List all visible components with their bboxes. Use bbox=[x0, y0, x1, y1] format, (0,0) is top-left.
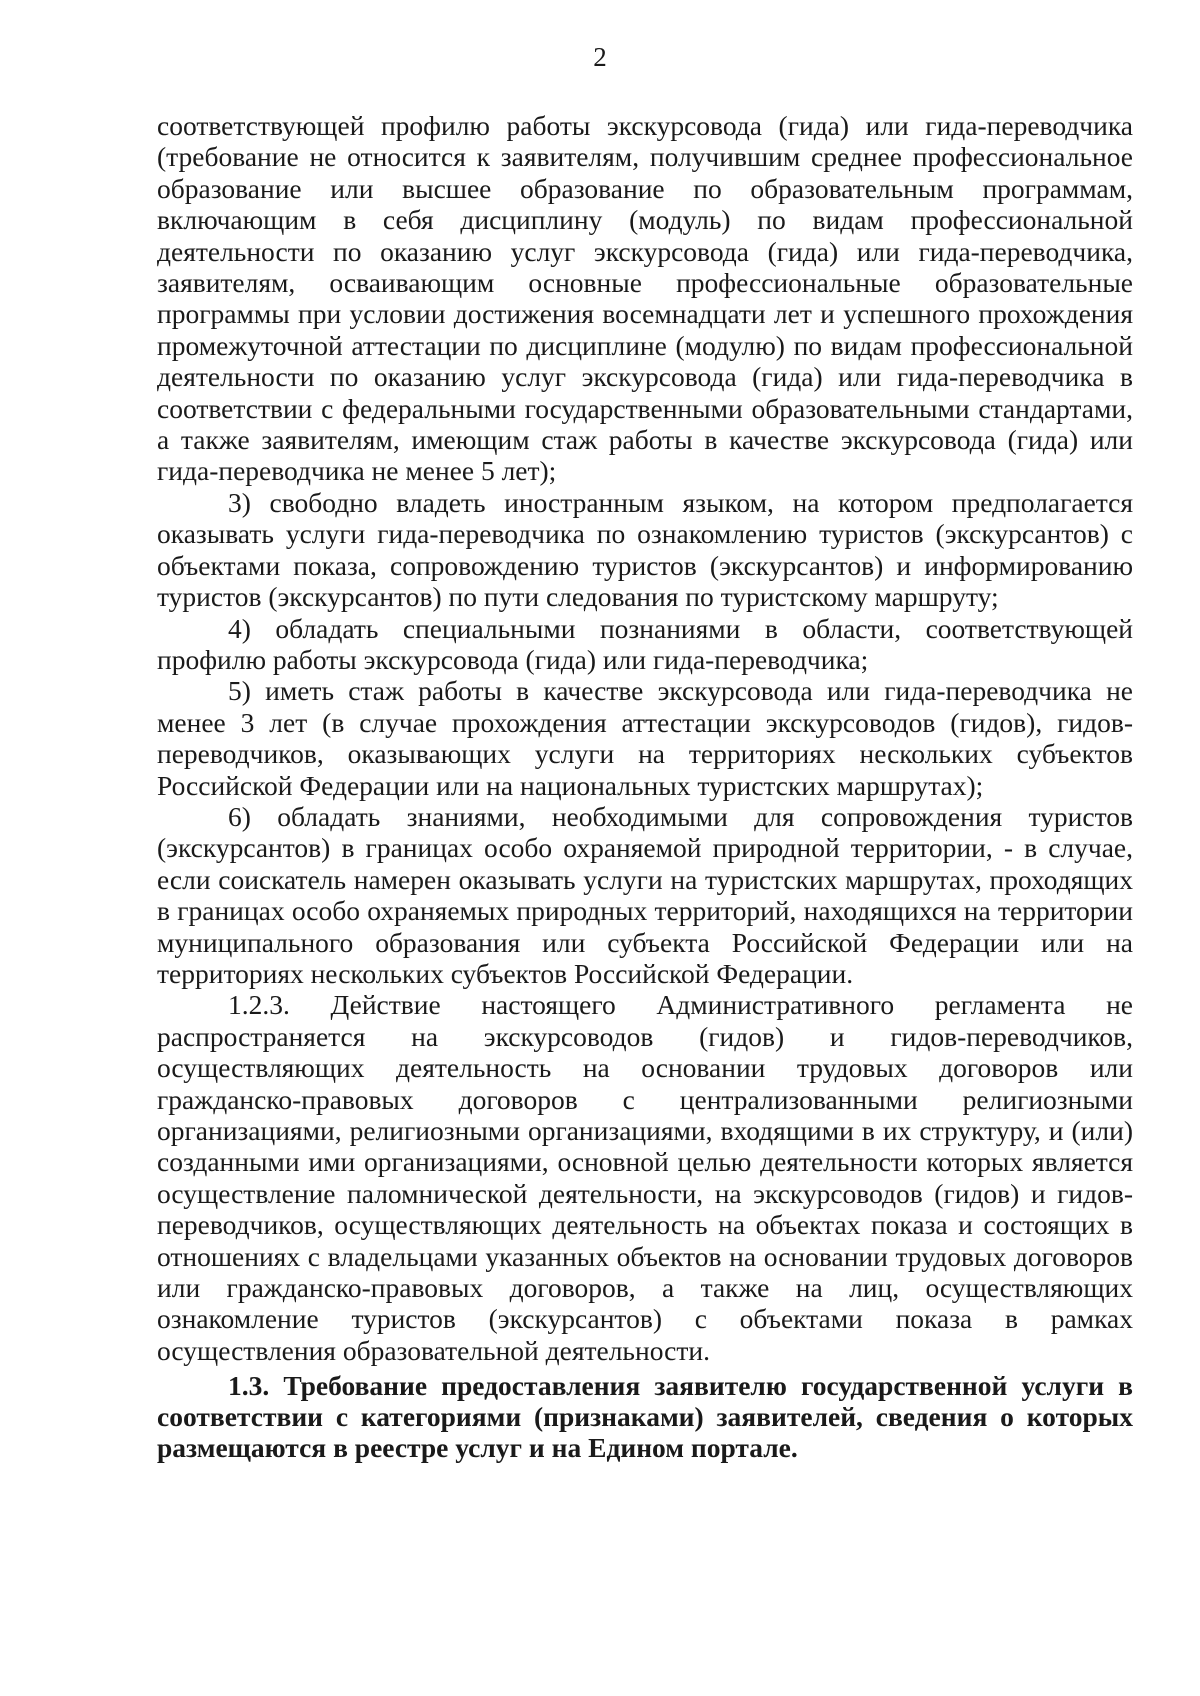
document-body bbox=[157, 110, 1133, 1463]
section-heading-1-3: 1.3. Требование предоставления заявителю государственной услуги в соответствии с категориями (признаками) заявителей, сведения о которых размещаются в реестре услуг и на Едином портале. bbox=[157, 1370, 1133, 1464]
paragraph-1-2-3: 1.2.3. Действие настоящего Административного регламента не распространяется на экскурсоводов (гидов) и гидов-переводчиков, осуществляющих деятельность на основании трудовых договоров или гражданско-правовых договоров с централизованными религиозными организациями, религиозными организациями, входящими в их структуру, и (или) созданными ими организациями, основной целью деятельности которых является осуществление паломнической деятельности, на экскурсоводов (гидов) и гидов-переводчиков, осуществляющих деятельность на объектах показа и состоящих в отношениях с владельцами указанных объектов на основании трудовых договоров или гражданско-правовых договоров, а также на лиц, осуществляющих ознакомление туристов (экскурсантов) с объектами показа в рамках осуществления образовательной деятельности. bbox=[157, 989, 1133, 1366]
paragraph-item-5: 5) иметь стаж работы в качестве экскурсовода или гида-переводчика не менее 3 лет (в случае прохождения аттестации экскурсоводов (гидов), гидов-переводчиков, оказывающих услуги на территориях нескольких субъектов Российской Федерации или на национальных туристских маршрутах); bbox=[157, 675, 1133, 801]
paragraph-continuation: соответствующей профилю работы экскурсовода (гида) или гида-переводчика (требование не относится к заявителям, получившим среднее профессиональное образование или высшее образование по образовательным программам, включающим в себя дисциплину (модуль) по видам профессиональной деятельности по оказанию услуг экскурсовода (гида) или гида-переводчика, заявителям, осваивающим основные профессиональные образовательные программы при условии достижения восемнадцати лет и успешного прохождения промежуточной аттестации по дисциплине (модулю) по видам профессиональной деятельности по оказанию услуг экскурсовода (гида) или гида-переводчика в соответствии с федеральными государственными образовательными стандартами, а также заявителям, имеющим стаж работы в качестве экскурсовода (гида) или гида-переводчика не менее 5 лет); bbox=[157, 110, 1133, 487]
paragraph-item-6: 6) обладать знаниями, необходимыми для сопровождения туристов (экскурсантов) в границах особо охраняемой природной территории, - в случае, если соискатель намерен оказывать услуги на туристских маршрутах, проходящих в границах особо охраняемых природных территорий, находящихся на территории муниципального образования или субъекта Российской Федерации или на территориях нескольких субъектов Российской Федерации. bbox=[157, 800, 1133, 989]
page-number: 2 bbox=[593, 42, 607, 72]
paragraph-item-4: 4) обладать специальными познаниями в области, соответствующей профилю работы экскурсовода (гида) или гида-переводчика; bbox=[157, 612, 1133, 675]
paragraph-item-3: 3) свободно владеть иностранным языком, на котором предполагается оказывать услуги гида-переводчика по ознакомлению туристов (экскурсантов) с объектами показа, сопровождению туристов (экскурсантов) и информированию туристов (экскурсантов) по пути следования по туристскому маршруту; bbox=[157, 486, 1133, 613]
